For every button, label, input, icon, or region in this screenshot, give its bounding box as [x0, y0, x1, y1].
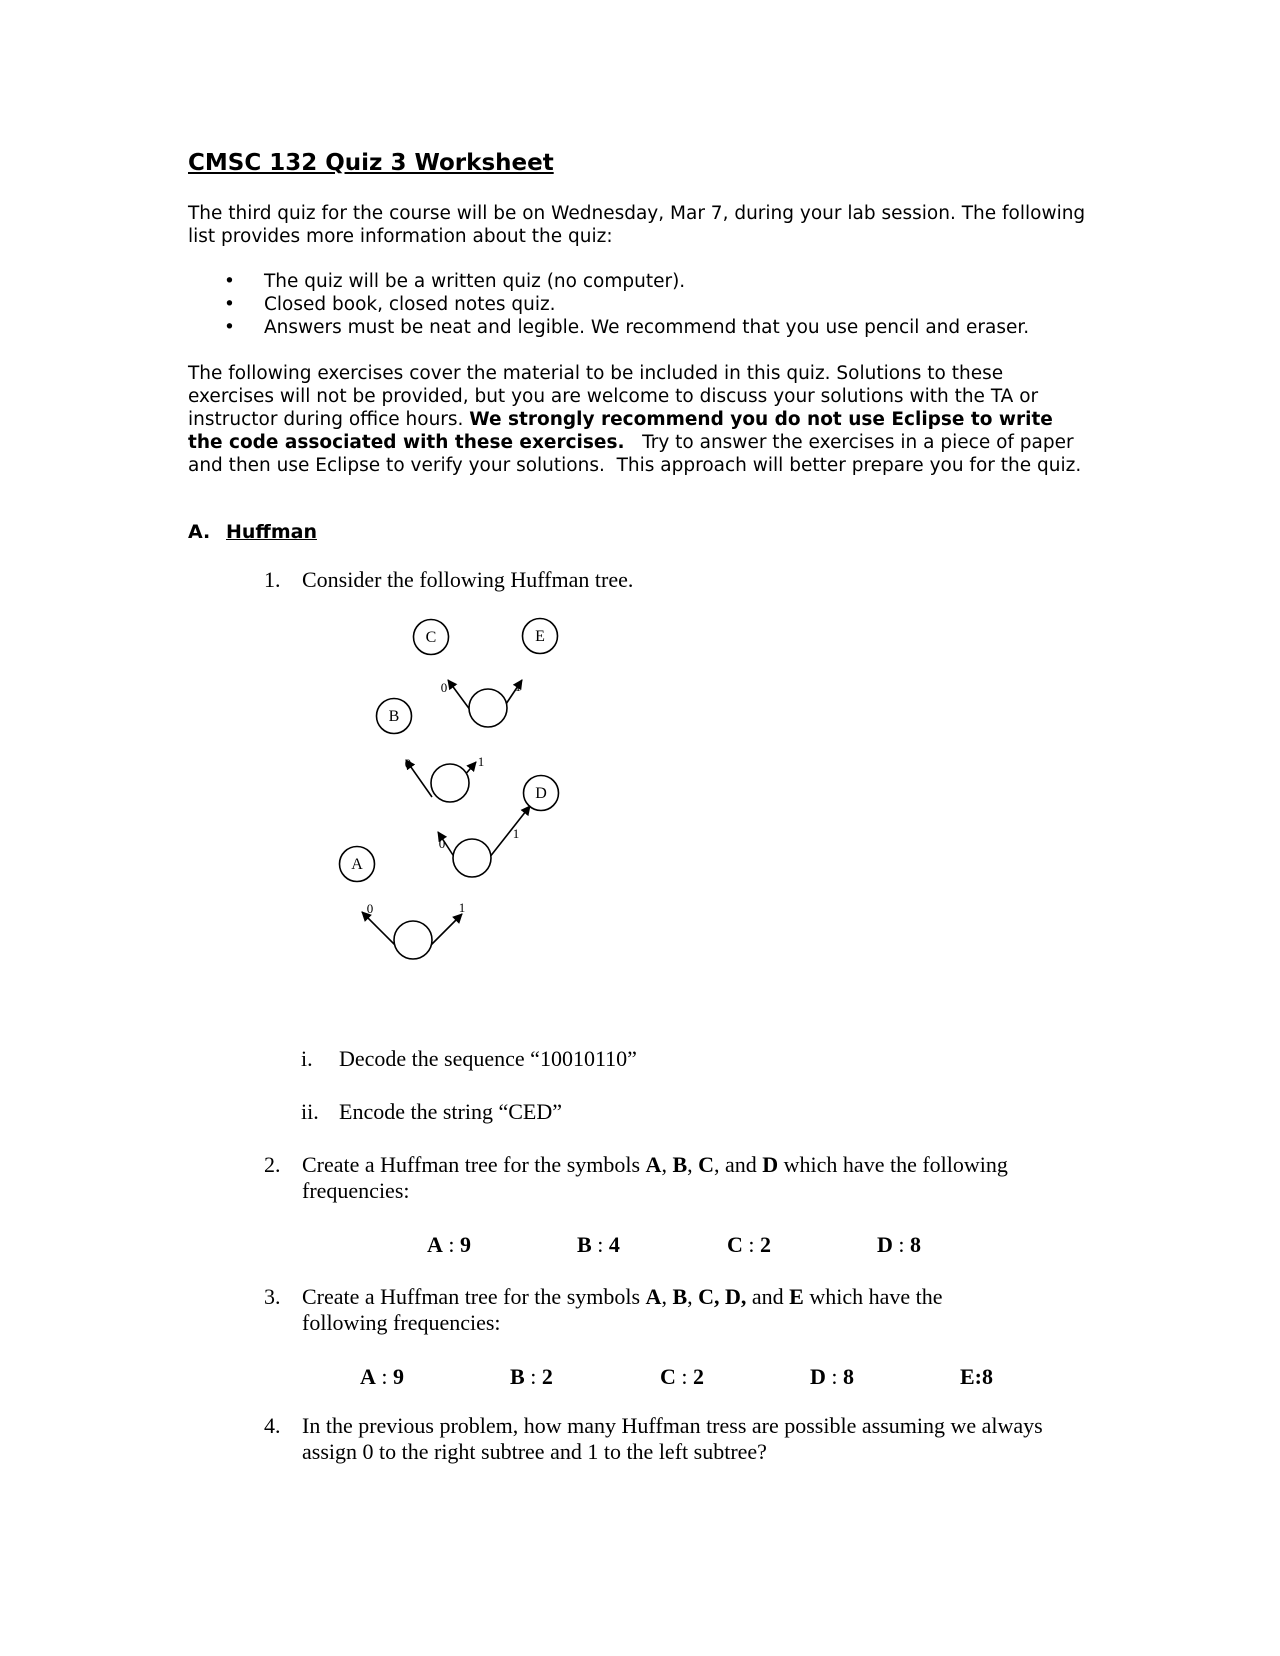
rule-text: Closed book, closed notes quiz.: [264, 294, 556, 315]
subquestion-number: ii.: [301, 1099, 319, 1124]
edge-label: 0: [438, 836, 446, 851]
rules-list: [188, 270, 1029, 339]
frequency-b: B : 2: [510, 1364, 553, 1389]
list-item: [188, 270, 1029, 293]
section-letter: A.: [188, 521, 211, 543]
exercises-paragraph: [188, 362, 1088, 477]
tree-node-internal: [453, 839, 491, 877]
question-text: Create a Huffman tree for the symbols A, B, C, D, and E which have the following frequencies:: [302, 1284, 943, 1335]
bullet-icon: •: [224, 271, 235, 292]
tree-node-root: [394, 921, 432, 959]
frequency-c: C : 2: [660, 1364, 705, 1389]
frequency-b: B : 4: [577, 1232, 620, 1257]
question-2: [264, 1152, 1084, 1204]
intro-paragraph: The third quiz for the course will be on Wednesday, Mar 7, during your lab session. The following list provides more information about the quiz:: [188, 203, 1086, 247]
question-3: [264, 1284, 1004, 1336]
edge-label: 1: [512, 826, 520, 841]
question-text: Consider the following Huffman tree.: [302, 567, 634, 592]
edge-label: 0: [404, 756, 412, 771]
exercises-text: The following exercises cover the material to be included in this quiz. Solutions to these exercises will not be provided, but you are welcome to discuss your solutions with the TA or instructor during office hours.: [188, 363, 1039, 430]
bullet-icon: •: [224, 294, 235, 315]
frequency-d: D : 8: [877, 1232, 922, 1257]
edge-label: 0: [366, 901, 374, 916]
huffman-tree-diagram: [320, 610, 560, 970]
question-number: 3.: [264, 1284, 281, 1309]
tree-node-internal: [431, 764, 469, 802]
rule-text: Answers must be neat and legible. We recommend that you use pencil and eraser.: [264, 317, 1030, 338]
frequency-e: E:8: [960, 1364, 993, 1389]
frequency-c: C : 2: [727, 1232, 772, 1257]
exercises-text-2: Try to answer the exercises in a piece of paper and then use Eclipse to verify your solutions. This approach will better prepare you for the quiz.: [188, 432, 1082, 476]
question-number: 2.: [264, 1152, 281, 1177]
frequency-a: A : 9: [360, 1364, 405, 1389]
page-title: CMSC 132 Quiz 3 Worksheet: [188, 150, 554, 176]
tree-node-internal: [469, 689, 507, 727]
subquestion-text: Decode the sequence “10010110”: [339, 1046, 637, 1071]
subquestion-text: Encode the string “CED”: [339, 1099, 562, 1124]
rule-text: The quiz will be a written quiz (no computer).: [264, 271, 686, 292]
tree-label: C: [425, 629, 437, 646]
frequency-d: D : 8: [810, 1364, 855, 1389]
question-4: [264, 1413, 1084, 1465]
question-text: Create a Huffman tree for the symbols A, B, C, and D which have the following frequencies:: [302, 1152, 1008, 1203]
tree-label: B: [388, 708, 400, 725]
question-1: [264, 567, 1064, 593]
bullet-icon: •: [224, 317, 235, 338]
question-number: 1.: [264, 567, 281, 592]
subquestion-ii: [301, 1099, 901, 1125]
tree-label: D: [535, 785, 547, 802]
frequency-a: A : 9: [427, 1232, 472, 1257]
list-item: [188, 293, 1029, 316]
question-text: In the previous problem, how many Huffman tress are possible assuming we always assign 0 to the right subtree and 1 to the left subtree?: [302, 1413, 1043, 1464]
exercises-warning: We strongly recommend you do not use Eclipse to write the code associated with these exercises.: [188, 409, 1053, 453]
edge-label: 0: [440, 680, 448, 695]
tree-label: E: [535, 628, 545, 645]
subquestion-number: i.: [301, 1046, 313, 1071]
list-item: [188, 316, 1029, 339]
section-title: Huffman: [226, 521, 317, 543]
tree-label: A: [351, 856, 363, 873]
section-heading: [188, 521, 317, 543]
question-number: 4.: [264, 1413, 281, 1438]
edge-label: 1: [477, 754, 485, 769]
subquestion-i: [301, 1046, 901, 1072]
edge-label: 1: [458, 900, 466, 915]
edge-label: 1: [514, 679, 522, 694]
